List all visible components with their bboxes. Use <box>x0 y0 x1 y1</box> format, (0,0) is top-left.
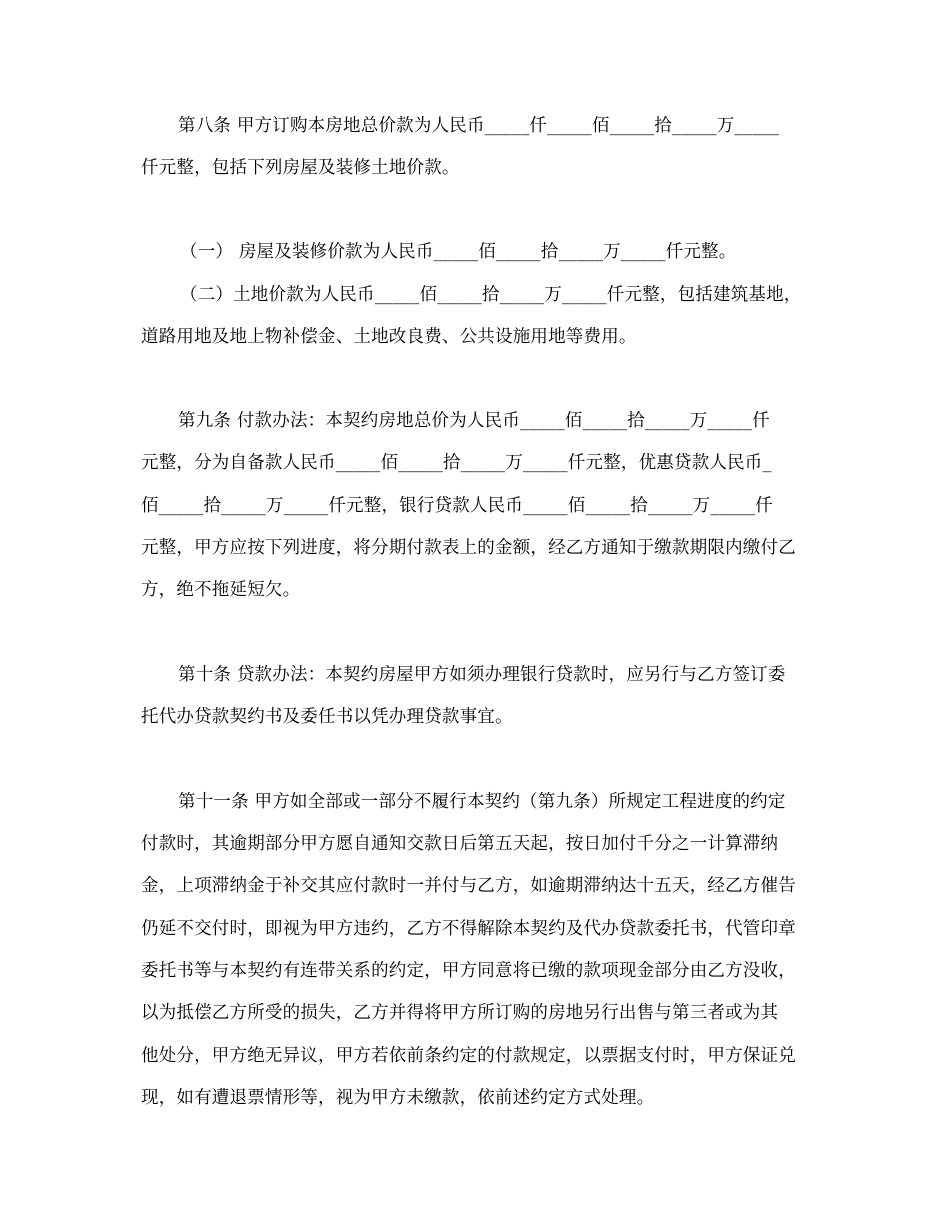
article-8-line-2: 仟元整，包括下列房屋及装修土地价款。 <box>141 158 460 178</box>
article-9-line-5: 方，绝不拖延短欠。 <box>141 580 301 600</box>
article-11-line-6: 以为抵偿乙方所受的损失，乙方并得将甲方所订购的房地另行出售与第三者或为其 <box>141 1003 779 1023</box>
article-8-item-2-line-1: （二）土地价款为人民币_____佰_____拾_____万_____仟元整，包括建筑基地， <box>180 285 802 305</box>
article-8-item-2-line-2: 道路用地及地上物补偿金、土地改良费、公共设施用地等费用。 <box>141 327 637 347</box>
article-10-line-2: 托代办贷款契约书及委任书以凭办理贷款事宜。 <box>141 707 513 727</box>
article-9-line-2: 元整，分为自备款人民币_____佰_____拾_____万_____仟元整，优惠贷款人民币_ <box>141 453 772 473</box>
article-9-line-4: 元整，甲方应按下列进度，将分期付款表上的金额，经乙方通知于缴款期限内缴付乙 <box>141 538 796 558</box>
article-9-line-1: 第九条 付款办法：本契约房地总价为人民币_____佰_____拾_____万_____仟 <box>178 411 770 431</box>
article-9-line-3: 佰_____拾_____万_____仟元整，银行贷款人民币_____佰_____拾_____万_____仟 <box>141 496 773 516</box>
article-11-line-3: 金，上项滞纳金于补交其应付款时一并付与乙方，如逾期滞纳达十五天，经乙方催告 <box>141 876 796 896</box>
article-11-line-4: 仍延不交付时，即视为甲方违约，乙方不得解除本契约及代办贷款委托书，代管印章 <box>141 919 796 939</box>
article-11-line-1: 第十一条 甲方如全部或一部分不履行本契约（第九条）所规定工程进度的约定 <box>178 792 786 812</box>
article-10-line-1: 第十条 贷款办法：本契约房屋甲方如须办理银行贷款时，应另行与乙方签订委 <box>178 665 786 685</box>
article-11-line-5: 委托书等与本契约有连带关系的约定，甲方同意将已缴的款项现金部分由乙方没收， <box>141 961 796 981</box>
article-11-line-8: 现，如有遭退票情形等，视为甲方未缴款，依前述约定方式处理。 <box>141 1088 655 1108</box>
article-8-item-1: （一） 房屋及装修价款为人民币_____佰_____拾_____万_____仟元整。 <box>180 242 737 262</box>
article-8-line-1: 第八条 甲方订购本房地总价款为人民币_____仟_____佰_____拾_____万_____ <box>178 116 780 136</box>
article-11-line-7: 他处分，甲方绝无异议，甲方若依前条约定的付款规定，以票据支付时，甲方保证兑 <box>141 1046 796 1066</box>
article-11-line-2: 付款时，其逾期部分甲方愿自通知交款日后第五天起，按日加付千分之一计算滞纳 <box>141 834 779 854</box>
